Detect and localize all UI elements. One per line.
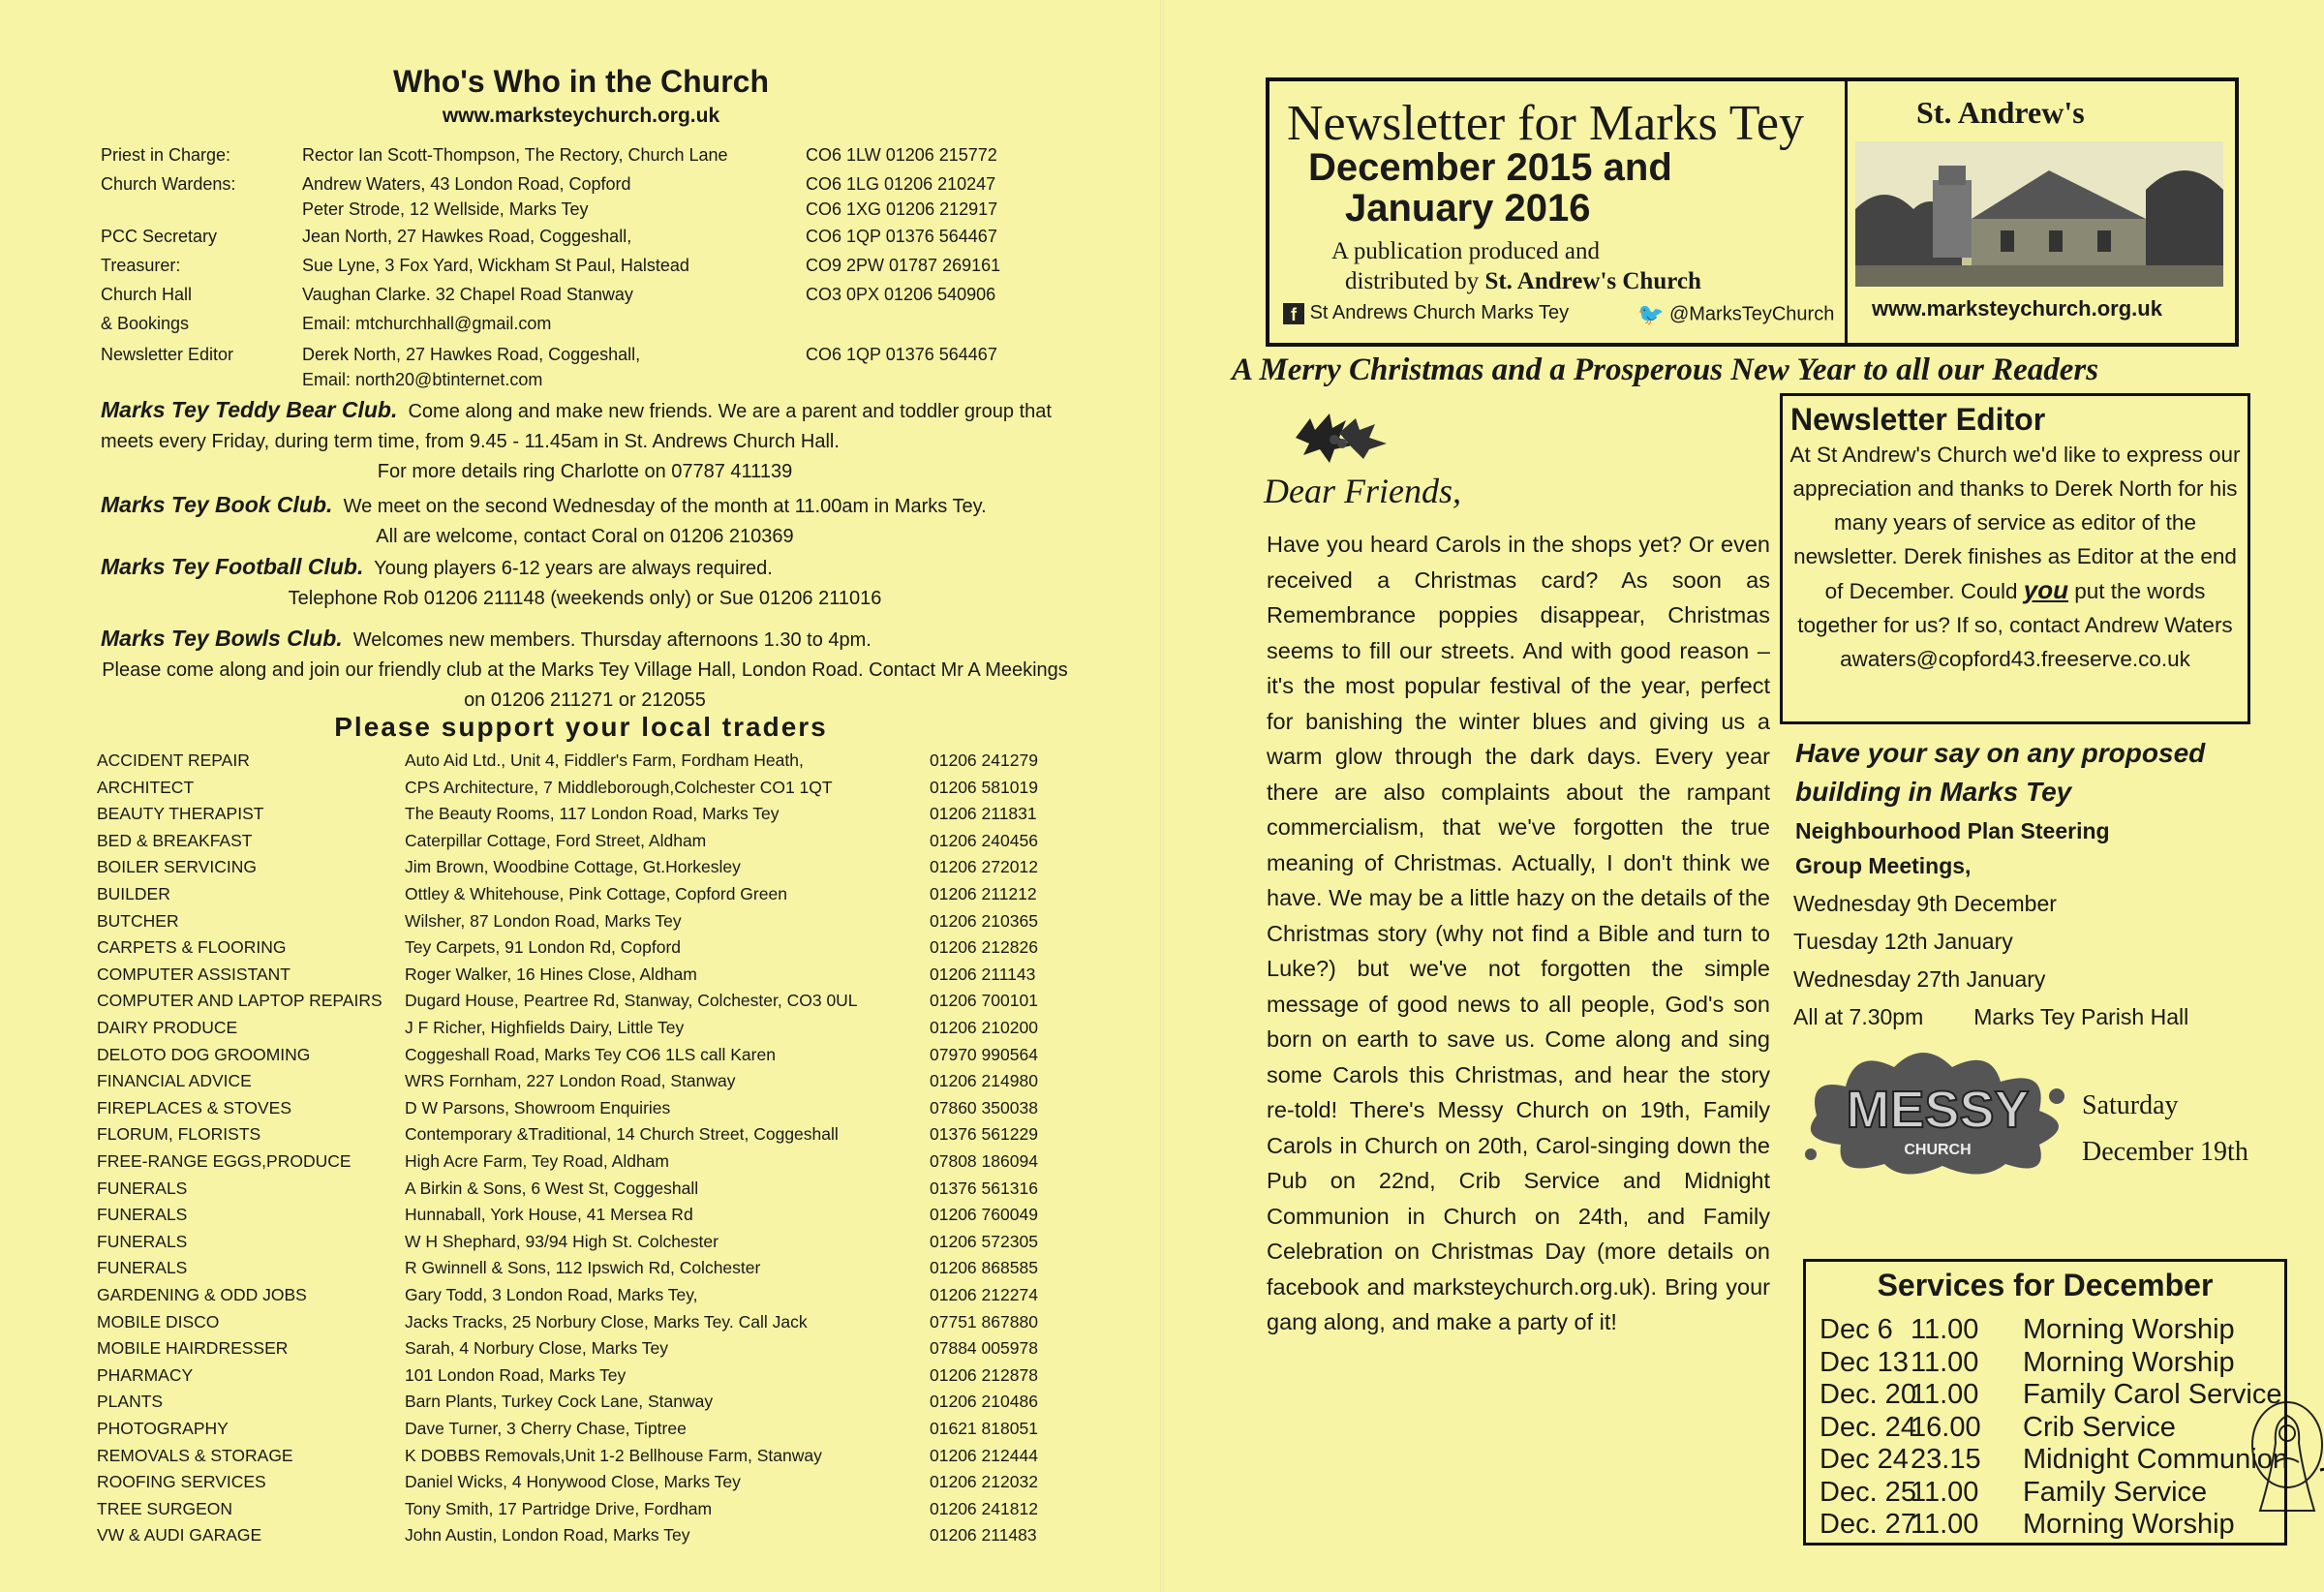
trader-category: DELOTO DOG GROOMING [97, 1044, 311, 1064]
who-role: Treasurer: [101, 256, 181, 275]
club-text: Young players 6-12 years are always required. [374, 558, 773, 579]
trader-detail: A Birkin & Sons, 6 West St, Coggeshall [405, 1178, 699, 1198]
neighbourhood-title-1: Have your say on any proposed [1795, 738, 2206, 768]
editor-text-1: At St Andrew's Church we'd like to express our appreciation and thanks to Derek North for his many years of service as editor of the newsletter. Derek finishes as Editor at the end of December. Could [1789, 443, 2241, 603]
trader-category: PHOTOGRAPHY [97, 1419, 229, 1438]
who-detail: Derek North, 27 Hawkes Road, Coggeshall, [302, 345, 641, 364]
who-detail: Jean North, 27 Hawkes Road, Coggeshall, [302, 227, 632, 246]
who-code: CO6 1QP 01376 564467 [806, 345, 997, 364]
trader-detail: John Austin, London Road, Marks Tey [405, 1525, 690, 1546]
trader-phone: 07751 867880 [930, 1311, 1038, 1332]
whos-who-row [101, 174, 1069, 198]
trader-row [97, 831, 1065, 857]
trader-category: FUNERALS [97, 1178, 188, 1198]
trader-category: TREE SURGEON [97, 1498, 233, 1518]
service-name: Morning Worship [2023, 1314, 2235, 1345]
trader-detail: Sarah, 4 Norbury Close, Marks Tey [405, 1338, 669, 1359]
trader-detail: K DOBBS Removals,Unit 1-2 Bellhouse Farm, Stanway [405, 1445, 822, 1465]
service-name: Morning Worship [2023, 1346, 2235, 1378]
trader-detail: Hunnaball, York House, 41 Mersea Rd [405, 1205, 693, 1225]
trader-phone: 07884 005978 [930, 1338, 1038, 1359]
pub-line-2-text: distributed by [1345, 268, 1485, 294]
trader-row [97, 1098, 1065, 1124]
trader-phone: 01376 561229 [930, 1124, 1038, 1145]
trader-phone: 01206 868585 [930, 1258, 1038, 1278]
trader-phone: 01206 212878 [930, 1364, 1038, 1385]
trader-category: BEAUTY THERAPIST [97, 804, 264, 824]
right-page [1162, 0, 2324, 1592]
trader-category: FUNERALS [97, 1231, 188, 1251]
service-date: Dec. 25 [1819, 1476, 1916, 1508]
dates-line-2: January 2016 [1345, 187, 1591, 230]
twitter-icon: 🐦 [1637, 302, 1665, 326]
trader-category: VW & AUDI GARAGE [97, 1525, 262, 1546]
messy-church-logo [1797, 1038, 2078, 1183]
who-code: CO6 1LG 01206 210247 [806, 174, 996, 194]
trader-phone: 01206 212032 [930, 1472, 1038, 1492]
trader-phone: 01206 700101 [930, 991, 1038, 1011]
service-date: Dec 6 [1819, 1314, 1893, 1345]
trader-detail: Dugard House, Peartree Rd, Stanway, Colchester, CO3 0UL [405, 991, 858, 1011]
meeting-date: Wednesday 9th December [1793, 891, 2057, 916]
trader-category: PHARMACY [97, 1364, 194, 1385]
trader-category: BUTCHER [97, 910, 179, 931]
service-time: 11.00 [1911, 1379, 1979, 1410]
whos-who-row [101, 345, 1069, 368]
service-date: Dec 13 [1819, 1346, 1909, 1378]
trader-phone: 01206 581019 [930, 777, 1038, 797]
services-title: Services for December [1877, 1268, 2214, 1302]
who-detail: Andrew Waters, 43 London Road, Copford [302, 174, 631, 194]
editor-email[interactable]: awaters@copford43.freeserve.co.uk [1840, 647, 2190, 671]
who-role: PCC Secretary [101, 227, 218, 246]
trader-phone: 01206 241279 [930, 750, 1038, 770]
trader-phone: 01206 211831 [930, 804, 1037, 824]
holly-icon [1286, 399, 1392, 467]
messy-logo-text: MESSY [1846, 1081, 2030, 1139]
service-time: 11.00 [1911, 1476, 1979, 1508]
service-date: Dec. 27 [1819, 1509, 1916, 1540]
editor-you: you [2023, 575, 2068, 604]
trader-phone: 01206 240456 [930, 830, 1038, 850]
christmas-greeting: A Merry Christmas and a Prosperous New Year to all our Readers [1232, 352, 2099, 387]
messy-date: December 19th [2082, 1137, 2248, 1167]
trader-row [97, 750, 1065, 777]
trader-detail: Jacks Tracks, 25 Norbury Close, Marks Tey. Call Jack [405, 1311, 808, 1332]
who-detail: Email: north20@btinternet.com [302, 370, 543, 389]
meeting-place: Marks Tey Parish Hall [1973, 1004, 2189, 1029]
trader-detail: Ottley & Whitehouse, Pink Cottage, Copford Green [405, 884, 787, 903]
service-time: 23.15 [1911, 1444, 1981, 1475]
who-role: Church Hall [101, 285, 193, 304]
trader-category: FREE-RANGE EGGS,PRODUCE [97, 1151, 352, 1171]
trader-detail: High Acre Farm, Tey Road, Aldham [405, 1151, 669, 1171]
dates-line-1: December 2015 and [1308, 146, 1672, 189]
neighbourhood-sub-1: Neighbourhood Plan Steering [1795, 818, 2110, 843]
facebook-label: St Andrews Church Marks Tey [1309, 302, 1570, 323]
trader-detail: Coggeshall Road, Marks Tey CO6 1LS call Karen [405, 1044, 776, 1064]
club-extra: For more details ring Charlotte on 07787 411139 [377, 461, 793, 482]
trader-detail: The Beauty Rooms, 117 London Road, Marks Tey [405, 804, 780, 824]
who-role: Church Wardens: [101, 174, 236, 194]
trader-phone: 01206 211212 [930, 884, 1037, 903]
service-date: Dec. 24 [1819, 1411, 1916, 1443]
twitter-label: @MarksTeyChurch [1668, 303, 1835, 325]
trader-category: DAIRY PRODUCE [97, 1018, 238, 1037]
trader-row [97, 1285, 1065, 1311]
editor-text-2: put the words together for us? If so, contact Andrew Waters [1797, 579, 2233, 637]
trader-row [97, 1419, 1065, 1445]
who-code: CO9 2PW 01787 269161 [806, 256, 1001, 275]
trader-row [97, 884, 1065, 910]
whos-who-row [101, 370, 1069, 393]
trader-category: CARPETS & FLOORING [97, 937, 287, 958]
church-name: St. Andrew's [1916, 95, 2085, 130]
trader-row [97, 1179, 1065, 1205]
who-code: CO6 1LW 01206 215772 [806, 145, 997, 165]
meeting-date: Tuesday 12th January [1793, 929, 2013, 954]
club-name: Marks Tey Bowls Club. [101, 626, 343, 651]
trader-row [97, 1045, 1065, 1071]
whos-who-row [101, 227, 1069, 250]
newsletter-dates [1308, 147, 1672, 229]
who-role: Newsletter Editor [101, 345, 234, 364]
club-extra: Please come along and join our friendly club at the Marks Tey Village Hall, London Road. Contact Mr A Meekings on 01206 211271 or 212055 [102, 659, 1068, 711]
who-role: Priest in Charge: [101, 145, 231, 165]
trader-phone: 01206 572305 [930, 1231, 1038, 1251]
church-photo [1855, 141, 2223, 287]
trader-phone: 01206 241812 [930, 1498, 1038, 1518]
trader-phone: 01206 212444 [930, 1445, 1038, 1465]
trader-detail: Gary Todd, 3 London Road, Marks Tey, [405, 1285, 698, 1304]
whos-who-row [101, 199, 1069, 223]
editor-box-title: Newsletter Editor [1790, 402, 2046, 437]
trader-detail: Auto Aid Ltd., Unit 4, Fiddler's Farm, Fordham Heath, [405, 750, 804, 770]
letter-body: Have you heard Carols in the shops yet? Or even received a Christmas card? As soon as Remembrance poppies disappear, Christmas seems to fill our streets. And with good reason – it's the most popular festival of the year, perfect for banishing the winter blues and giving us a warm glow through the dark days. Every year there are also complaints about the rampant commercialism, that we've forgotten the true meaning of Christmas. Actually, I don't think we have. We may be a little hazy on the details of the Christmas story (why not find a Bible and turn to Luke?) but we've not forgotten the simple message of good news to all people, God's son born on earth to save us. Come along and sing some Carols this Christmas, and hear the story re-told! There's Messy Church on 19th, Family Carols in Church on 20th, Carol-singing down the Pub on 22nd, Crib Service and Midnight Communion in Church on 24th, and Family Celebration on Christmas Day (more details on facebook and marksteychurch.org.uk). Bring your gang along, and make a party of it! [1267, 532, 1770, 1334]
neighbourhood-title [1795, 734, 2205, 811]
trader-category: MOBILE DISCO [97, 1311, 220, 1332]
trader-row [97, 1472, 1065, 1498]
twitter-link[interactable] [1637, 302, 1834, 327]
who-role: & Bookings [101, 314, 190, 333]
neighbourhood-sub-2: Group Meetings, [1795, 853, 1972, 878]
trader-row [97, 1338, 1065, 1364]
trader-row [97, 1018, 1065, 1044]
trader-row [97, 991, 1065, 1017]
pub-line-2 [1331, 266, 1701, 296]
club-text: We meet on the second Wednesday of the month at 11.00am in Marks Tey. [343, 496, 987, 517]
club-name: Marks Tey Teddy Bear Club. [101, 397, 398, 422]
neighbourhood-subtitle [1795, 813, 2110, 883]
trader-category: MOBILE HAIRDRESSER [97, 1338, 289, 1359]
trader-category: FLORUM, FLORISTS [97, 1124, 261, 1145]
whos-who-url: www.marksteychurch.org.uk [442, 105, 720, 127]
whos-who-row [101, 256, 1069, 279]
masthead-url: www.marksteychurch.org.uk [1872, 296, 2162, 321]
club-bowls [101, 624, 1069, 716]
masthead-divider [1845, 81, 1848, 343]
facebook-link[interactable] [1283, 302, 1569, 324]
service-time: 11.00 [1911, 1314, 1979, 1345]
trader-category: FUNERALS [97, 1205, 188, 1225]
trader-row [97, 1071, 1065, 1097]
trader-detail: Barn Plants, Turkey Cock Lane, Stanway [405, 1392, 714, 1412]
trader-phone: 01206 210365 [930, 910, 1038, 931]
trader-row [97, 937, 1065, 964]
services-box [1803, 1259, 2287, 1546]
whos-who-title: Who's Who in the Church [393, 64, 769, 99]
trader-row [97, 1151, 1065, 1178]
neighbourhood-dates [1793, 885, 2188, 1036]
trader-phone: 01206 211483 [930, 1525, 1037, 1546]
masthead [1266, 77, 2239, 347]
trader-category: COMPUTER AND LAPTOP REPAIRS [97, 991, 382, 1011]
trader-row [97, 1365, 1065, 1392]
newsletter-title: Newsletter for Marks Tey [1287, 96, 1805, 151]
service-name: Morning Worship [2023, 1509, 2235, 1540]
service-time: 16.00 [1911, 1411, 1981, 1443]
trader-phone: 07808 186094 [930, 1151, 1038, 1171]
messy-logo-subtext: CHURCH [1904, 1142, 1972, 1158]
trader-row [97, 1392, 1065, 1418]
trader-row [97, 911, 1065, 937]
who-detail: Rector Ian Scott-Thompson, The Rectory, Church Lane [302, 145, 728, 165]
trader-detail: Caterpillar Cottage, Ford Street, Aldham [405, 830, 707, 850]
trader-row [97, 778, 1065, 804]
trader-phone: 01376 561316 [930, 1178, 1038, 1198]
service-date: Dec 24 [1819, 1444, 1909, 1475]
trader-category: FINANCIAL ADVICE [97, 1071, 252, 1091]
club-extra: Telephone Rob 01206 211148 (weekends only) or Sue 01206 211016 [288, 588, 882, 609]
trader-category: REMOVALS & STORAGE [97, 1445, 293, 1465]
trader-phone: 01206 212274 [930, 1285, 1038, 1304]
trader-detail: W H Shephard, 93/94 High St. Colchester [405, 1231, 719, 1251]
trader-category: FUNERALS [97, 1258, 188, 1278]
service-date: Dec. 20 [1819, 1379, 1916, 1410]
trader-row [97, 1312, 1065, 1338]
trader-detail: Dave Turner, 3 Cherry Chase, Tiptree [405, 1419, 687, 1438]
trader-detail: 101 London Road, Marks Tey [405, 1364, 627, 1385]
pub-church: St. Andrew's Church [1484, 268, 1701, 294]
trader-category: PLANTS [97, 1392, 164, 1412]
trader-category: ACCIDENT REPAIR [97, 750, 250, 770]
trader-row [97, 964, 1065, 991]
trader-row [97, 1232, 1065, 1258]
who-detail: Sue Lyne, 3 Fox Yard, Wickham St Paul, Halstead [302, 256, 689, 275]
newsletter-editor-box [1780, 393, 2250, 724]
who-code: CO6 1XG 01206 212917 [806, 199, 998, 219]
trader-row [97, 1205, 1065, 1231]
trader-phone: 01206 760049 [930, 1205, 1038, 1225]
club-extra: All are welcome, contact Coral on 01206 210369 [376, 526, 794, 547]
trader-category: BED & BREAKFAST [97, 830, 253, 850]
trader-phone: 01206 214980 [930, 1071, 1038, 1091]
service-name: Midnight Communion [2023, 1444, 2289, 1475]
trader-category: GARDENING & ODD JOBS [97, 1285, 307, 1304]
messy-church-date [2082, 1083, 2248, 1176]
trader-detail: Tey Carpets, 91 London Rd, Copford [405, 937, 682, 958]
service-name: Family Carol Service [2023, 1379, 2282, 1410]
messy-day: Saturday [2082, 1090, 2179, 1120]
trader-phone: 01206 210200 [930, 1018, 1038, 1037]
trader-detail: R Gwinnell & Sons, 112 Ipswich Rd, Colchester [405, 1258, 761, 1278]
traders-title: Please support your local traders [334, 712, 828, 742]
whos-who-row [101, 314, 1069, 337]
who-code: CO3 0PX 01206 540906 [806, 285, 996, 304]
who-detail: Vaughan Clarke. 32 Chapel Road Stanway [302, 285, 633, 304]
trader-phone: 01206 212826 [930, 937, 1038, 958]
trader-row [97, 1446, 1065, 1472]
service-time: 11.00 [1911, 1509, 1979, 1540]
club-name: Marks Tey Football Club. [101, 554, 364, 579]
meeting-date: Wednesday 27th January [1793, 966, 2046, 992]
trader-category: ARCHITECT [97, 777, 195, 797]
publication-note [1331, 236, 1701, 296]
club-text: Come along and make new friends. We are a parent and toddler group that meets every Friday, during term time, from 9.45 - 11.45am in St. Andrews Church Hall. [101, 401, 1052, 452]
trader-row [97, 1258, 1065, 1284]
trader-detail: Wilsher, 87 London Road, Marks Tey [405, 910, 682, 931]
trader-row [97, 804, 1065, 830]
trader-row [97, 1499, 1065, 1525]
trader-phone: 07970 990564 [930, 1044, 1038, 1064]
club-text: Welcomes new members. Thursday afternoons 1.30 to 4pm. [352, 629, 872, 651]
trader-row [97, 1124, 1065, 1150]
service-time: 11.00 [1911, 1346, 1979, 1378]
who-detail: Peter Strode, 12 Wellside, Marks Tey [302, 199, 589, 219]
whos-who-row [101, 285, 1069, 308]
club-name: Marks Tey Book Club. [101, 492, 333, 517]
pub-line-1: A publication produced and [1331, 238, 1601, 264]
who-detail: Email: mtchurchhall@gmail.com [302, 314, 552, 333]
trader-category: BUILDER [97, 884, 170, 903]
signature-image [2310, 1402, 2324, 1480]
meeting-time: All at 7.30pm [1793, 1004, 1924, 1029]
neighbourhood-title-2: building in Marks Tey [1795, 777, 2072, 807]
whos-who-row [101, 145, 1069, 168]
trader-detail: Contemporary &Traditional, 14 Church Street, Coggeshall [405, 1124, 839, 1145]
editor-box-text [1787, 438, 2244, 676]
trader-detail: CPS Architecture, 7 Middleborough,Colchester CO1 1QT [405, 777, 833, 797]
trader-detail: D W Parsons, Showroom Enquiries [405, 1097, 671, 1117]
meeting-time-place [1793, 998, 2188, 1036]
trader-row [97, 857, 1065, 883]
club-book [101, 490, 1069, 552]
dear-friends: Dear Friends, [1264, 472, 1461, 510]
trader-detail: Jim Brown, Woodbine Cottage, Gt.Horkesley [405, 857, 741, 877]
trader-phone: 01206 210486 [930, 1392, 1038, 1412]
club-teddy-bear [101, 395, 1069, 487]
facebook-icon: f [1283, 303, 1304, 324]
trader-phone: 01206 211143 [930, 964, 1036, 984]
service-name: Crib Service [2023, 1411, 2176, 1443]
trader-detail: WRS Fornham, 227 London Road, Stanway [405, 1071, 736, 1091]
trader-detail: J F Richer, Highfields Dairy, Little Tey [405, 1018, 685, 1037]
trader-category: BOILER SERVICING [97, 857, 258, 877]
trader-row [97, 1525, 1065, 1551]
trader-phone: 01206 272012 [930, 857, 1038, 877]
club-football [101, 552, 1069, 614]
signature [2310, 1402, 2324, 1485]
trader-detail: Daniel Wicks, 4 Honywood Close, Marks Tey [405, 1472, 741, 1492]
trader-category: ROOFING SERVICES [97, 1472, 266, 1492]
who-code: CO6 1QP 01376 564467 [806, 227, 997, 246]
service-name: Family Service [2023, 1476, 2208, 1508]
trader-category: COMPUTER ASSISTANT [97, 964, 290, 984]
trader-detail: Tony Smith, 17 Partridge Drive, Fordham [405, 1498, 713, 1518]
trader-phone: 07860 350038 [930, 1097, 1038, 1117]
trader-category: FIREPLACES & STOVES [97, 1097, 291, 1117]
trader-phone: 01621 818051 [930, 1419, 1038, 1438]
trader-detail: Roger Walker, 16 Hines Close, Aldham [405, 964, 697, 984]
